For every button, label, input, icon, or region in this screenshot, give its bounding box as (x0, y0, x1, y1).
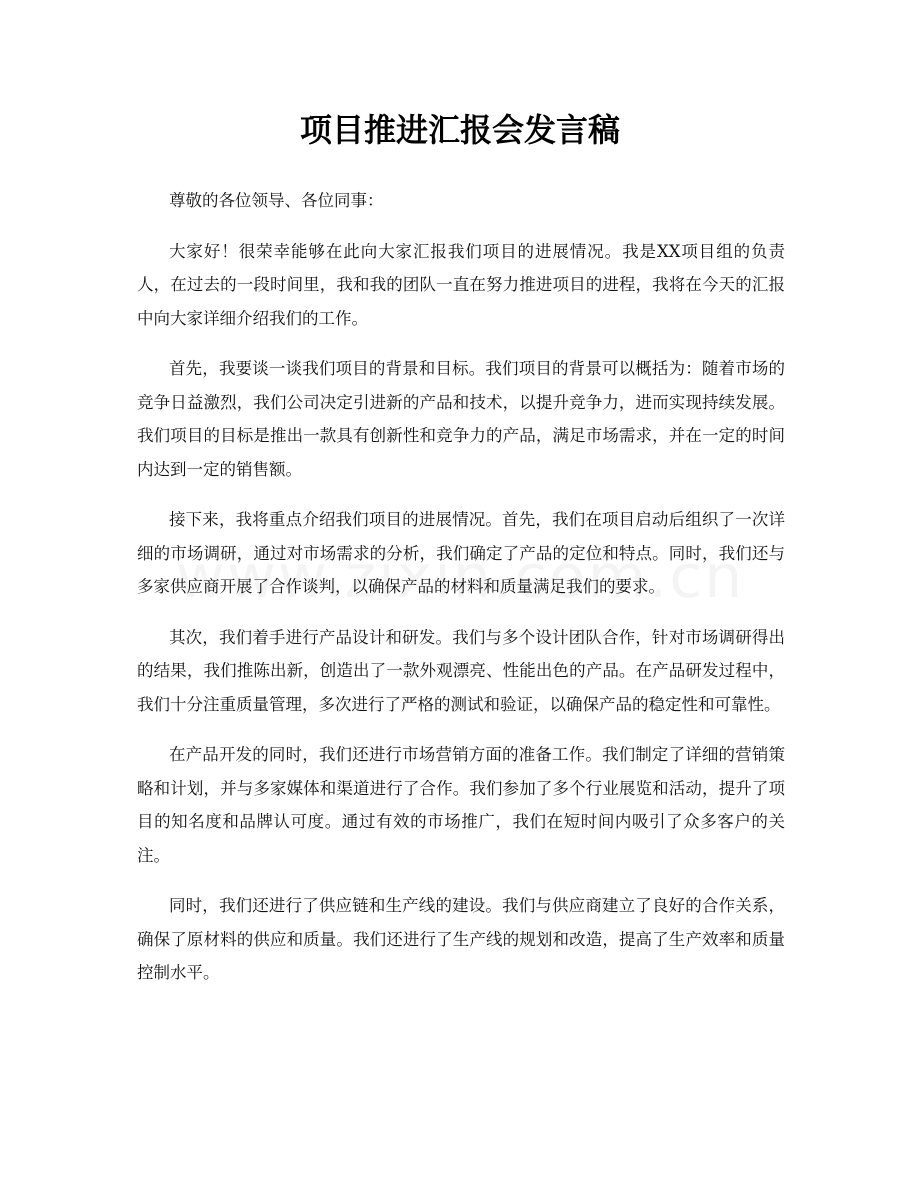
paragraph-1: 大家好！很荣幸能够在此向大家汇报我们项目的进展情况。我是XX项目组的负责人，在过去的一段时间里，我和我的团队一直在努力推进项目的进程，我将在今天的汇报中向大家详细介绍我们的工作。 (137, 241, 785, 328)
paragraph-4: 其次，我们着手进行产品设计和研发。我们与多个设计团队合作，针对市场调研得出的结果，我们推陈出新，创造出了一款外观漂亮、性能出色的产品。在产品研发过程中，我们十分注重质量管理，多次进行了严格的测试和验证，以确保产品的稳定性和可靠性。 (137, 627, 785, 714)
paragraph-6: 同时，我们还进行了供应链和生产线的建设。我们与供应商建立了良好的合作关系，确保了原材料的供应和质量。我们还进行了生产线的规划和改造，提高了生产效率和质量控制水平。 (137, 896, 785, 982)
paragraph-2: 首先，我要谈一谈我们项目的背景和目标。我们项目的背景可以概括为：随着市场的竞争日益激烈，我们公司决定引进新的产品和技术，以提升竞争力，进而实现持续发展。我们项目的目标是推出一款具有创新性和竞争力的产品，满足市场需求，并在一定的时间内达到一定的销售额。 (137, 359, 785, 479)
paragraph-3: 接下来，我将重点介绍我们项目的进展情况。首先，我们在项目启动后组织了一次详细的市场调研，通过对市场需求的分析，我们确定了产品的定位和特点。同时，我们还与多家供应商开展了合作谈判，以确保产品的材料和质量满足我们的要求。 (137, 510, 785, 596)
document-title: 项目推进汇报会发言稿 (299, 111, 620, 149)
paragraph-5: 在产品开发的同时，我们还进行市场营销方面的准备工作。我们制定了详细的营销策略和计划，并与多家媒体和渠道进行了合作。我们参加了多个行业展览和活动，提升了项目的知名度和品牌认可度。通过有效的市场推广，我们在短时间内吸引了众多客户的关注。 (137, 745, 785, 865)
document-body (137, 184, 785, 1007)
salutation: 尊敬的各位领导、各位同事： (169, 191, 384, 210)
